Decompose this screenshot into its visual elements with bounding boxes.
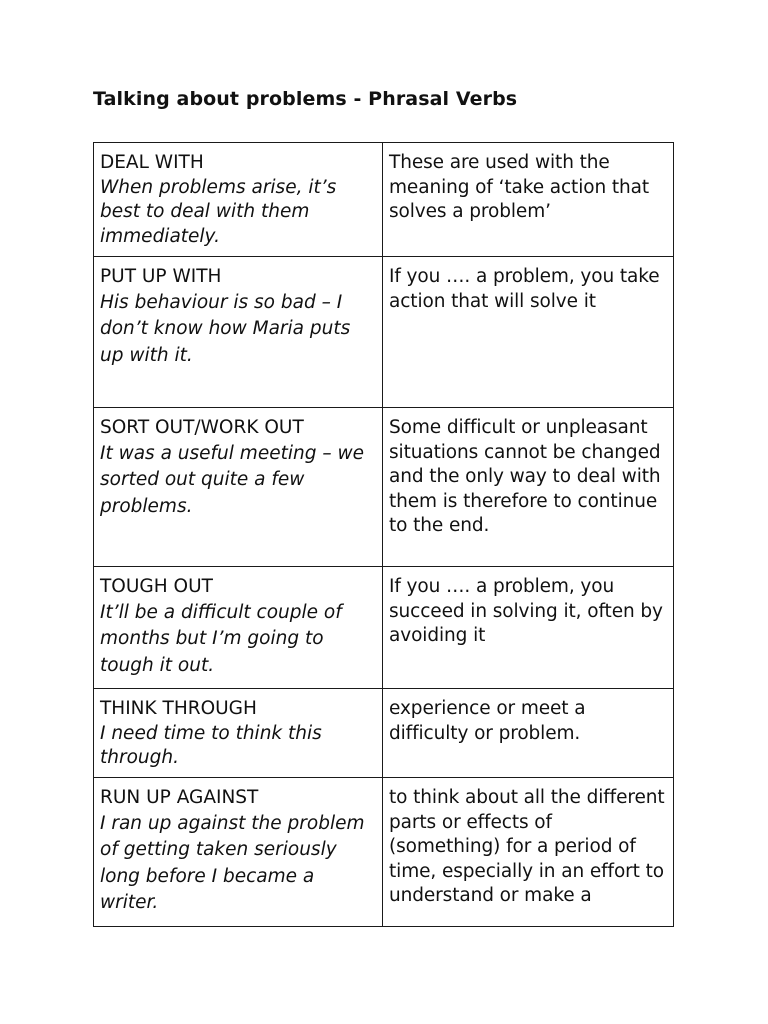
term-cell bbox=[94, 143, 383, 257]
definition-cell bbox=[383, 143, 674, 257]
example-sentence: I need time to think this through. bbox=[100, 722, 322, 768]
example-sentence: His behaviour is so bad – I don’t know how Maria puts up with it. bbox=[100, 291, 351, 366]
table-row bbox=[94, 257, 674, 408]
phrasal-verb: TOUGH OUT bbox=[100, 576, 213, 597]
table-row bbox=[94, 567, 674, 689]
definition-text: If you …. a problem, you take action that will solve it bbox=[389, 266, 660, 312]
definition-cell bbox=[383, 408, 674, 567]
phrasal-verb: PUT UP WITH bbox=[100, 266, 222, 287]
example-sentence: It’ll be a difficult couple of months but I’m going to tough it out. bbox=[100, 601, 342, 676]
table-row bbox=[94, 143, 674, 257]
example-sentence: It was a useful meeting – we sorted out quite a few problems. bbox=[100, 442, 364, 517]
table-row bbox=[94, 408, 674, 567]
phrasal-verb: RUN UP AGAINST bbox=[100, 787, 259, 808]
definition-text: experience or meet a difficulty or problem. bbox=[389, 698, 586, 744]
example-sentence: When problems arise, it’s best to deal with them immediately. bbox=[100, 176, 337, 247]
table-row bbox=[94, 778, 674, 927]
term-cell bbox=[94, 567, 383, 689]
term-cell bbox=[94, 257, 383, 408]
phrasal-verb: DEAL WITH bbox=[100, 152, 204, 173]
table-row bbox=[94, 689, 674, 778]
definition-text: Some difficult or unpleasant situations cannot be changed and the only way to deal with them is therefore to continue to the end. bbox=[389, 417, 661, 536]
definition-text: These are used with the meaning of ‘take action that solves a problem’ bbox=[389, 152, 650, 222]
phrasal-verb: SORT OUT/WORK OUT bbox=[100, 417, 304, 438]
definition-text: If you …. a problem, you succeed in solving it, often by avoiding it bbox=[389, 576, 663, 646]
definition-text: to think about all the different parts or effects of (something) for a period of time, especially in an effort to understand or make a bbox=[389, 787, 665, 906]
example-sentence: I ran up against the problem of getting taken seriously long before I became a writer. bbox=[100, 812, 365, 913]
term-cell bbox=[94, 778, 383, 927]
term-cell bbox=[94, 689, 383, 778]
definition-cell bbox=[383, 257, 674, 408]
phrasal-verb: THINK THROUGH bbox=[100, 698, 257, 719]
definition-cell bbox=[383, 778, 674, 927]
page-title: Talking about problems - Phrasal Verbs bbox=[93, 88, 518, 110]
term-cell bbox=[94, 408, 383, 567]
definition-cell bbox=[383, 567, 674, 689]
definition-cell bbox=[383, 689, 674, 778]
phrasal-verbs-table bbox=[93, 142, 674, 927]
